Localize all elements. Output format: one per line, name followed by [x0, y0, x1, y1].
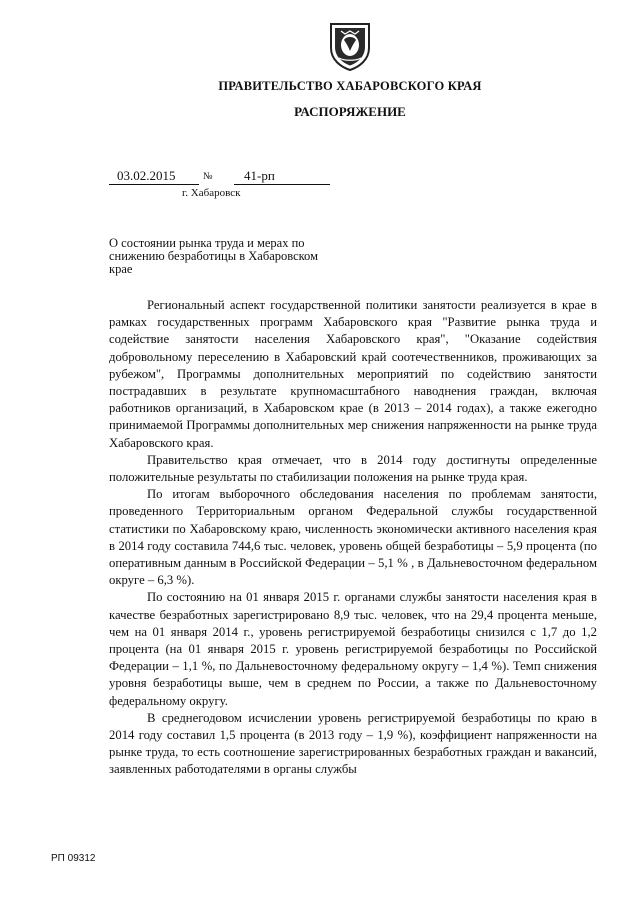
document-body [109, 297, 597, 779]
coat-of-arms-icon [327, 20, 373, 72]
document-date: 03.02.2015 [109, 168, 199, 185]
paragraph: По итогам выборочного обследования населения по проблемам занятости, проведенного Территориальным органом Федеральной службы государственной статистики по Хабаровскому краю, численность экономически активного населения края в 2014 году составила 744,6 тыс. человек, уровень общей безработицы – 5,9 процента (по оперативным данным в Российской Федерации – 5,1 % , в Дальневосточном федеральном округе – 6,3 %). [109, 487, 597, 588]
government-title: ПРАВИТЕЛЬСТВО ХАБАРОВСКОГО КРАЯ [218, 79, 482, 93]
document-number: 41-рп [234, 168, 330, 185]
paragraph: Региональный аспект государственной политики занятости реализуется в крае в рамках государственных программ Хабаровского края "Развитие рынка труда и содействие занятости населения Хабаровского края", "Оказание содействия добровольному переселению в Хабаровский край соотечественников, проживающих за рубежом", Программы дополнительных мероприятий по содействию занятости пострадавших в результате крупномасштабного наводнения граждан, включая работников организаций, в Хабаровском крае (в 2013 – 2014 годах), а также ежегодно принимаемой Программы дополнительных мер снижения напряженности на рынке труда Хабаровского края. [109, 298, 597, 450]
document-code: РП 09312 [51, 853, 96, 864]
document-city: г. Хабаровск [182, 187, 241, 199]
document-type: РАСПОРЯЖЕНИЕ [294, 104, 406, 119]
document-subject: О состоянии рынка труда и мерах по снижению безработицы в Хабаровском крае [109, 236, 318, 276]
paragraph: Правительство края отмечает, что в 2014 году достигнуты определенные положительные результаты по стабилизации положения на рынке труда края. [109, 452, 597, 485]
paragraph: В среднегодовом исчислении уровень регистрируемой безработицы по краю в 2014 году составил 1,5 процента (в 2013 году – 1,9 %), коэффициент напряженности на рынке труда, то есть соотношение зарегистрированных безработных граждан и вакансий, заявленных работодателями в органы службы [109, 710, 597, 777]
paragraph: По состоянию на 01 января 2015 г. органами службы занятости населения края в качестве безработных зарегистрировано 8,9 тыс. человек, что на 29,4 процента меньше, чем на 01 января 2014 г., уровень регистрируемой безработицы снизился с 1,7 до 1,2 процента (на 01 января 2015 г. уровень регистрируемой безработицы по Российской Федерации – 1,1 %, по Дальневосточному федеральному округу – 1,4 %). Темп снижения уровня безработицы выше, чем в среднем по России, а также по Дальневосточному федеральному округу. [109, 590, 597, 708]
number-sign: № [203, 171, 213, 182]
